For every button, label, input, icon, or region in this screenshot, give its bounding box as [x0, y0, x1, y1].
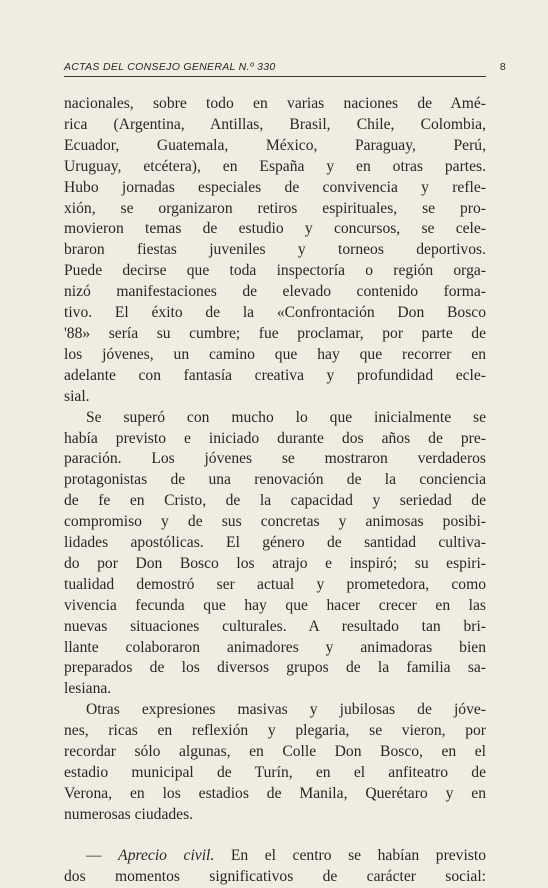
body-text: [64, 94, 486, 888]
text-line: Verona, en los estadios de Manila, Querétaro y en: [64, 784, 486, 802]
paragraph-2: [64, 408, 486, 701]
header-title: ACTAS DEL CONSEJO GENERAL N.º 330: [64, 61, 276, 73]
text-line: adelante con fantasía creativa y profundidad ecle-: [64, 366, 486, 384]
section-text: En el centro se habían previsto: [230, 846, 487, 864]
text-line: preparados de los diversos grupos de la familia sa-: [64, 659, 486, 677]
text-line: rica (Argentina, Antillas, Brasil, Chile, Colombia,: [64, 115, 486, 133]
section-dash: —: [86, 846, 102, 864]
text-line: los jóvenes, un camino que hay que recorrer en: [64, 345, 486, 363]
paragraph-1: [64, 94, 486, 408]
text-line: Ecuador, Guatemala, México, Paraguay, Perú,: [64, 136, 486, 154]
text-line: dos momentos significativos de carácter social:: [64, 867, 486, 885]
section-aprecio-civil: [64, 846, 486, 888]
text-line: de fe en Cristo, de la capacidad y seriedad de: [64, 492, 486, 510]
section-first-line: [64, 846, 486, 867]
text-line: Hubo jornadas especiales de convivencia y refle-: [64, 178, 486, 196]
text-line: paración. Los jóvenes se mostraron verdaderos: [64, 450, 486, 468]
text-line: tualidad demostró ser actual y prometedora, como: [64, 575, 486, 593]
text-line: había previsto e iniciado durante dos años de pre-: [64, 429, 486, 447]
header-rule: [64, 76, 486, 77]
text-line: recordar sólo algunas, en Colle Don Bosco, en el: [64, 743, 486, 761]
text-line: lesiana.: [64, 680, 112, 698]
text-line: nuevas situaciones culturales. A resultado tan bri-: [64, 617, 486, 635]
text-line: movieron temas de estudio y concursos, se cele-: [64, 220, 486, 238]
text-line: estadio municipal de Turín, en el anfiteatro de: [64, 764, 486, 781]
section-title: Aprecio civil.: [118, 846, 215, 864]
text-line: sial.: [64, 387, 90, 405]
text-line: xión, se organizaron retiros espirituales, se pro-: [64, 199, 486, 217]
text-line: nes, ricas en reflexión y plegaria, se vieron, por: [64, 722, 486, 740]
running-header: [64, 61, 506, 75]
text-line: Otras expresiones masivas y jubilosas de jóve-: [86, 701, 486, 719]
paragraph-3: [64, 700, 486, 825]
text-line: compromiso y de sus concretas y animosas posibi-: [64, 513, 486, 531]
text-line: nacionales, sobre todo en varias naciones de Amé-: [64, 95, 486, 112]
text-line: nizó manifestaciones de elevado contenido forma-: [64, 283, 486, 301]
text-line: '88» sería su cumbre; fue proclamar, por parte de: [64, 324, 486, 342]
text-line: vivencia fecunda que hay que hacer crecer en las: [64, 596, 486, 614]
text-line: Uruguay, etcétera), en España y en otras partes.: [64, 157, 486, 175]
text-line: tivo. El éxito de la «Confrontación Don Bosco: [64, 304, 486, 322]
text-line: Se superó con mucho lo que inicialmente se: [86, 408, 486, 426]
text-line: braron fiestas juveniles y torneos deportivos.: [64, 241, 486, 259]
text-line: do por Don Bosco los atrajo e inspiró; su espiri-: [64, 554, 486, 572]
text-line: llante colaboraron animadores y animadoras bien: [64, 638, 486, 656]
page-number: 8: [499, 61, 506, 73]
text-line: lidades apostólicas. El género de santidad cultiva-: [64, 534, 486, 552]
text-line: Puede decirse que toda inspectoría o región orga-: [64, 262, 486, 280]
text-line: numerosas ciudades.: [64, 805, 194, 823]
text-line: protagonistas de una renovación de la conciencia: [64, 471, 486, 489]
